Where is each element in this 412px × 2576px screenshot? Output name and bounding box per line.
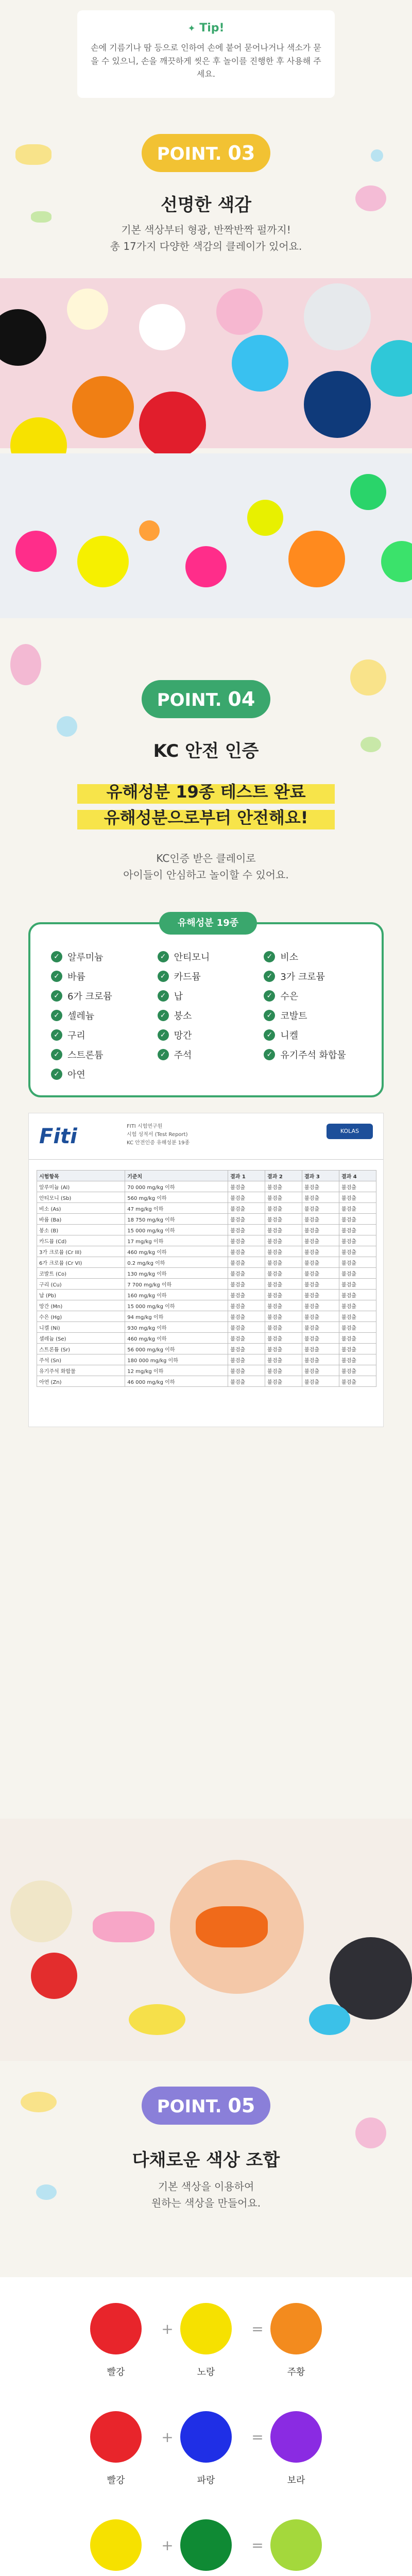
check-icon: ✓ (158, 1029, 169, 1041)
substance-label: 납 (174, 991, 183, 1002)
equals-icon: = (251, 2320, 264, 2337)
certificate-cell: 불검출 (228, 1257, 265, 1268)
certificate-cell: 불검출 (265, 1214, 302, 1225)
table-row (37, 1300, 376, 1311)
certificate-cell: 불검출 (302, 1246, 339, 1257)
substance-item (51, 1048, 158, 1061)
certificate-cell: 17 mg/kg 이하 (125, 1235, 228, 1246)
clay-figure (31, 1953, 77, 1999)
certificate-cell: 불검출 (339, 1333, 376, 1344)
certificate-cell: 니켈 (Ni) (37, 1322, 125, 1333)
certificate-cell: 불검출 (339, 1311, 376, 1322)
certificate-cell: 불검출 (265, 1376, 302, 1387)
harmful-substances-tag: 유해성분 19종 (159, 912, 257, 935)
certificate-cell: 붕소 (B) (37, 1225, 125, 1235)
certificate-cell: 불검출 (265, 1225, 302, 1235)
clay-ball (381, 541, 412, 582)
certificate-cell: 18 750 mg/kg 이하 (125, 1214, 228, 1225)
clay-ball (67, 289, 108, 330)
substance-label: 스트론튬 (67, 1050, 104, 1061)
clay-ball (185, 546, 227, 587)
point4-desc-2: 아이들이 안심하고 놀이할 수 있어요. (123, 869, 289, 881)
certificate-cell: 불검출 (302, 1181, 339, 1192)
substance-label: 니켈 (280, 1030, 299, 1041)
check-icon: ✓ (158, 971, 169, 982)
substance-label: 아연 (67, 1070, 85, 1080)
certificate-cell: 불검출 (228, 1333, 265, 1344)
clay-ball (247, 500, 283, 536)
substance-item (264, 950, 370, 963)
certificate-cell: 카드뮴 (Cd) (37, 1235, 125, 1246)
color-mix-row (0, 2411, 412, 2504)
clay-ball (304, 371, 371, 438)
certificate-header-cell: 시험항목 (37, 1171, 125, 1181)
certificate-cell: 불검출 (228, 1181, 265, 1192)
certificate-cell: 불검출 (339, 1181, 376, 1192)
certificate-org: FITI 시험연구원 (127, 1124, 163, 1129)
check-icon: ✓ (51, 1010, 62, 1021)
check-icon: ✓ (51, 990, 62, 1002)
certificate-header-cell: 결과 1 (228, 1171, 265, 1181)
certificate-cell: 불검출 (228, 1268, 265, 1279)
decor-blob (371, 149, 383, 162)
color-b-label: 파랑 (197, 2475, 215, 2486)
table-row (37, 1181, 376, 1192)
certificate-cell: 불검출 (228, 1365, 265, 1376)
certificate-meta (127, 1123, 190, 1147)
certificate-cell: 불검출 (228, 1225, 265, 1235)
certificate-cell: 불검출 (228, 1192, 265, 1203)
point5-badge (142, 2087, 270, 2125)
kolas-badge: KOLAS (327, 1124, 373, 1139)
table-row (37, 1322, 376, 1333)
certificate-cell: 불검출 (302, 1257, 339, 1268)
table-row (37, 1344, 376, 1354)
clay-figure (10, 1880, 72, 1942)
play-photo-section (0, 1819, 412, 2061)
clay-ball (371, 340, 412, 397)
substance-item (158, 1009, 264, 1022)
substance-label: 주석 (174, 1050, 192, 1061)
harmful-substances-list (51, 950, 370, 1081)
certificate-cell: 불검출 (302, 1311, 339, 1322)
substance-label: 카드뮴 (174, 972, 201, 982)
certificate-cell: 불검출 (265, 1354, 302, 1365)
point5-title: 다채로운 색상 조합 (132, 2150, 280, 2171)
certificate-cell: 스트론튬 (Sr) (37, 1344, 125, 1354)
certificate-cell: 7 700 mg/kg 이하 (125, 1279, 228, 1290)
substance-item (264, 1048, 370, 1061)
point3-title: 선명한 색감 (160, 195, 252, 215)
table-row (37, 1279, 376, 1290)
certificate-cell: 구리 (Cu) (37, 1279, 125, 1290)
clay-balls-photo-1 (0, 278, 412, 448)
substance-label: 바륨 (67, 972, 85, 982)
certificate-cell: 불검출 (228, 1246, 265, 1257)
certificate-cell: 불검출 (339, 1203, 376, 1214)
plus-icon: + (161, 2320, 174, 2337)
certificate-cell: 불검출 (302, 1344, 339, 1354)
color-result-label: 주황 (287, 2367, 305, 2378)
point5-header-bg (0, 2061, 412, 2277)
color-mix-row (0, 2519, 412, 2576)
certificate-header-row (37, 1171, 376, 1181)
certificate-cell: 불검출 (302, 1333, 339, 1344)
point4-title: KC 안전 인증 (153, 741, 259, 761)
certificate-cell: 불검출 (302, 1268, 339, 1279)
point5-section (0, 2061, 412, 2576)
decor-blob (355, 2117, 386, 2148)
clay-figure (129, 2004, 185, 2035)
color-b-swatch (180, 2519, 232, 2571)
color-b-swatch (180, 2411, 232, 2463)
certificate-cell: 바륨 (Ba) (37, 1214, 125, 1225)
check-icon: ✓ (264, 990, 275, 1002)
clay-ball (0, 309, 46, 366)
color-result-swatch (270, 2519, 322, 2571)
color-a-label: 빨강 (107, 2367, 125, 2378)
certificate-cell: 불검출 (339, 1279, 376, 1290)
clay-figure (196, 1906, 268, 1947)
certificate-cell: 94 mg/kg 이하 (125, 1311, 228, 1322)
table-row (37, 1311, 376, 1322)
certificate-cell: 15 000 mg/kg 이하 (125, 1300, 228, 1311)
clay-figure (93, 1911, 154, 1942)
certificate-cell: 불검출 (228, 1300, 265, 1311)
certificate-meta-2: KC 안전인증 유해성분 19종 (127, 1140, 190, 1146)
substance-item (158, 1028, 264, 1042)
clay-ball (139, 520, 160, 541)
clay-ball (15, 531, 57, 572)
certificate-cell: 불검출 (339, 1344, 376, 1354)
certificate-cell: 불검출 (265, 1203, 302, 1214)
substance-label: 3가 크로뮴 (280, 972, 325, 982)
certificate-cell: 불검출 (302, 1225, 339, 1235)
certificate-meta-1: 시험 성적서 (Test Report) (127, 1132, 188, 1138)
substance-item (51, 1067, 158, 1081)
clay-ball (72, 376, 134, 438)
substance-item (158, 970, 264, 983)
tip-title (77, 22, 335, 35)
certificate-cell: 불검출 (339, 1192, 376, 1203)
color-result-swatch (270, 2411, 322, 2463)
badge-label: POINT. (157, 2096, 222, 2117)
certificate-cell: 불검출 (228, 1354, 265, 1365)
badge-label: POINT. (157, 690, 222, 710)
certificate-cell: 불검출 (339, 1322, 376, 1333)
table-row (37, 1192, 376, 1203)
check-icon: ✓ (264, 1010, 275, 1021)
decor-blob (57, 716, 77, 737)
certificate-cell: 불검출 (339, 1235, 376, 1246)
certificate-cell: 불검출 (228, 1311, 265, 1322)
check-icon: ✓ (158, 951, 169, 962)
certificate-cell: 56 000 mg/kg 이하 (125, 1344, 228, 1354)
certificate-header-cell: 기준치 (125, 1171, 228, 1181)
certificate-cell: 불검출 (339, 1365, 376, 1376)
color-a-swatch (90, 2303, 142, 2354)
table-row (37, 1203, 376, 1214)
color-mix-row (0, 2303, 412, 2396)
certificate-cell: 930 mg/kg 이하 (125, 1322, 228, 1333)
certificate-cell: 불검출 (302, 1214, 339, 1225)
color-result-swatch (270, 2303, 322, 2354)
clay-ball (288, 531, 345, 587)
tip-box (77, 10, 335, 98)
certificate-cell: 560 mg/kg 이하 (125, 1192, 228, 1203)
certificate-cell: 불검출 (265, 1311, 302, 1322)
certificate-cell: 불검출 (265, 1344, 302, 1354)
point5-desc-1: 기본 색상을 이용하여 (158, 2180, 254, 2193)
certificate-cell: 3가 크로뮴 (Cr III) (37, 1246, 125, 1257)
certificate-cell: 불검출 (228, 1290, 265, 1300)
certificate-cell: 460 mg/kg 이하 (125, 1333, 228, 1344)
certificate-cell: 불검출 (339, 1300, 376, 1311)
point4-highlight-2: 유해성분으로부터 안전해요! (104, 808, 308, 827)
table-row (37, 1354, 376, 1365)
certificate-cell: 불검출 (302, 1279, 339, 1290)
point3-desc-2: 총 17가지 다양한 색감의 클레이가 있어요. (110, 240, 302, 252)
substance-item (51, 970, 158, 983)
color-a-label: 빨강 (107, 2475, 125, 2486)
certificate-cell: 불검출 (339, 1290, 376, 1300)
color-b-swatch (180, 2303, 232, 2354)
certificate-cell: 불검출 (339, 1376, 376, 1387)
certificate-cell: 불검출 (228, 1235, 265, 1246)
substance-item (158, 950, 264, 963)
certificate-header-cell: 결과 2 (265, 1171, 302, 1181)
badge-number: 04 (228, 688, 255, 710)
table-row (37, 1235, 376, 1246)
decor-blob (15, 144, 52, 165)
plus-icon: + (161, 2429, 174, 2446)
check-icon: ✓ (51, 1049, 62, 1060)
point4-section (0, 618, 412, 1819)
substance-item (51, 950, 158, 963)
certificate-cell: 불검출 (228, 1344, 265, 1354)
color-a-swatch (90, 2519, 142, 2571)
certificate-cell: 불검출 (302, 1290, 339, 1300)
certificate-cell: 불검출 (265, 1365, 302, 1376)
substance-label: 붕소 (174, 1011, 192, 1022)
certificate-cell: 180 000 mg/kg 이하 (125, 1354, 228, 1365)
table-row (37, 1246, 376, 1257)
equals-icon: = (251, 2429, 264, 2446)
decor-blob (21, 2092, 57, 2112)
check-icon: ✓ (51, 1029, 62, 1041)
certificate-cell: 수은 (Hg) (37, 1311, 125, 1322)
decor-blob (10, 644, 41, 685)
clay-ball (77, 536, 129, 587)
equals-icon: = (251, 2537, 264, 2554)
certificate-cell: 불검출 (339, 1354, 376, 1365)
tip-text: 손에 기름기나 땀 등으로 인하여 손에 붙어 묻어나거나 색소가 묻을 수 있으니, 손을 깨끗하게 씻은 후 놀이를 진행한 후 사용해 주세요. (91, 43, 321, 79)
table-row (37, 1225, 376, 1235)
certificate-cell: 불검출 (228, 1214, 265, 1225)
substance-item (264, 989, 370, 1003)
certificate-cell: 불검출 (339, 1246, 376, 1257)
check-icon: ✓ (264, 971, 275, 982)
substance-label: 망간 (174, 1030, 192, 1041)
certificate-cell: 코발트 (Co) (37, 1268, 125, 1279)
certificate-cell: 불검출 (228, 1322, 265, 1333)
substance-label: 안티모니 (174, 952, 210, 963)
plus-icon: + (161, 2537, 174, 2554)
fiti-logo: Fiti (39, 1125, 77, 1148)
certificate-cell: 46 000 mg/kg 이하 (125, 1376, 228, 1387)
check-icon: ✓ (51, 971, 62, 982)
point4-desc-1: KC인증 받은 클레이로 (156, 852, 256, 865)
certificate-cell: 불검출 (339, 1214, 376, 1225)
certificate-cell: 불검출 (265, 1181, 302, 1192)
substance-item (264, 1028, 370, 1042)
table-row (37, 1365, 376, 1376)
check-icon: ✓ (158, 1049, 169, 1060)
certificate-cell: 불검출 (265, 1268, 302, 1279)
certificate-cell: 주석 (Sn) (37, 1354, 125, 1365)
certificate-cell: 160 mg/kg 이하 (125, 1290, 228, 1300)
certificate-cell: 불검출 (302, 1192, 339, 1203)
certificate-cell: 47 mg/kg 이하 (125, 1203, 228, 1214)
clay-ball (304, 283, 371, 350)
point4-badge (142, 680, 270, 718)
clay-balls-photo-2 (0, 453, 412, 618)
table-row (37, 1214, 376, 1225)
color-result-label: 보라 (287, 2475, 305, 2486)
substance-label: 알루미늄 (67, 952, 104, 963)
table-row (37, 1268, 376, 1279)
certificate-cell: 12 mg/kg 이하 (125, 1365, 228, 1376)
certificate-cell: 불검출 (339, 1268, 376, 1279)
certificate-cell: 불검출 (302, 1365, 339, 1376)
certificate-cell: 불검출 (302, 1354, 339, 1365)
certificate-cell: 불검출 (265, 1235, 302, 1246)
certificate-cell: 불검출 (302, 1300, 339, 1311)
certificate-cell: 불검출 (265, 1322, 302, 1333)
clay-ball (216, 289, 263, 335)
clay-ball (350, 474, 386, 510)
substance-label: 비소 (280, 952, 299, 963)
certificate-cell: 불검출 (302, 1203, 339, 1214)
substance-item (158, 1048, 264, 1061)
point3-section (0, 113, 412, 618)
substance-label: 셀레늄 (67, 1011, 95, 1022)
check-icon: ✓ (264, 951, 275, 962)
certificate-cell: 130 mg/kg 이하 (125, 1268, 228, 1279)
certificate-cell: 불검출 (265, 1333, 302, 1344)
certificate-cell: 불검출 (265, 1257, 302, 1268)
certificate-cell: 불검출 (265, 1300, 302, 1311)
check-icon: ✓ (264, 1049, 275, 1060)
substance-label: 코발트 (280, 1011, 307, 1022)
badge-label: POINT. (157, 144, 222, 164)
certificate-cell: 6가 크로뮴 (Cr VI) (37, 1257, 125, 1268)
certificate-cell: 불검출 (228, 1279, 265, 1290)
sparkle-icon: ✦ (187, 23, 196, 34)
certificate-cell: 유기주석 화합물 (37, 1365, 125, 1376)
certificate-header-cell: 결과 3 (302, 1171, 339, 1181)
certificate-cell: 망간 (Mn) (37, 1300, 125, 1311)
certificate-cell: 불검출 (302, 1235, 339, 1246)
table-row (37, 1376, 376, 1387)
substance-item (264, 1009, 370, 1022)
certificate-cell: 불검출 (228, 1203, 265, 1214)
certificate-cell: 아연 (Zn) (37, 1376, 125, 1387)
substance-item (51, 1009, 158, 1022)
badge-number: 03 (228, 142, 255, 164)
certificate-table (37, 1170, 376, 1387)
check-icon: ✓ (264, 1029, 275, 1041)
clay-ball (232, 335, 288, 392)
substance-label: 구리 (67, 1030, 85, 1041)
substance-label: 유기주석 화합물 (280, 1050, 346, 1061)
table-row (37, 1257, 376, 1268)
certificate-cell: 비소 (As) (37, 1203, 125, 1214)
certificate-cell: 불검출 (265, 1192, 302, 1203)
color-a-swatch (90, 2411, 142, 2463)
certificate-cell: 불검출 (302, 1322, 339, 1333)
certificate-cell: 460 mg/kg 이하 (125, 1246, 228, 1257)
certificate-cell: 불검출 (339, 1225, 376, 1235)
clay-figure (309, 2004, 350, 2035)
substance-item (158, 989, 264, 1003)
harmful-substances-box (28, 918, 384, 1097)
check-icon: ✓ (51, 1069, 62, 1080)
certificate-cell: 불검출 (302, 1376, 339, 1387)
badge-number: 05 (228, 2094, 255, 2117)
tip-title-text: Tip! (199, 22, 225, 35)
substance-label: 수은 (280, 991, 299, 1002)
substance-label: 6가 크로뮴 (67, 991, 112, 1002)
certificate-cell: 불검출 (265, 1290, 302, 1300)
certificate-cell: 15 000 mg/kg 이하 (125, 1225, 228, 1235)
certificate-cell: 납 (Pb) (37, 1290, 125, 1300)
certificate-header (29, 1113, 383, 1160)
certificate-cell: 불검출 (339, 1257, 376, 1268)
certificate-cell: 안티모니 (Sb) (37, 1192, 125, 1203)
point3-desc-1: 기본 색상부터 형광, 반짝반짝 펄까지! (121, 224, 291, 236)
point5-desc-2: 원하는 색상을 만들어요. (151, 2197, 261, 2209)
point3-badge (142, 134, 270, 172)
certificate-cell: 셀레늄 (Se) (37, 1333, 125, 1344)
certificate-cell: 0.2 mg/kg 이하 (125, 1257, 228, 1268)
color-b-label: 노랑 (197, 2367, 215, 2378)
certificate-cell: 70 000 mg/kg 이하 (125, 1181, 228, 1192)
table-row (37, 1333, 376, 1344)
certificate-cell: 불검출 (228, 1376, 265, 1387)
substance-item (264, 970, 370, 983)
substance-item (51, 989, 158, 1003)
check-icon: ✓ (158, 990, 169, 1002)
point4-highlight-1: 유해성분 19종 테스트 완료 (106, 782, 306, 802)
clay-ball (139, 304, 185, 350)
table-row (37, 1290, 376, 1300)
clay-ball (139, 392, 206, 459)
test-certificate (28, 1113, 384, 1427)
decor-blob (350, 659, 386, 696)
check-icon: ✓ (158, 1010, 169, 1021)
tip-section (0, 0, 412, 113)
substance-item (51, 1028, 158, 1042)
certificate-cell: 불검출 (265, 1279, 302, 1290)
certificate-header-cell: 결과 4 (339, 1171, 376, 1181)
certificate-cell: 알루미늄 (Al) (37, 1181, 125, 1192)
check-icon: ✓ (51, 951, 62, 962)
certificate-cell: 불검출 (265, 1246, 302, 1257)
